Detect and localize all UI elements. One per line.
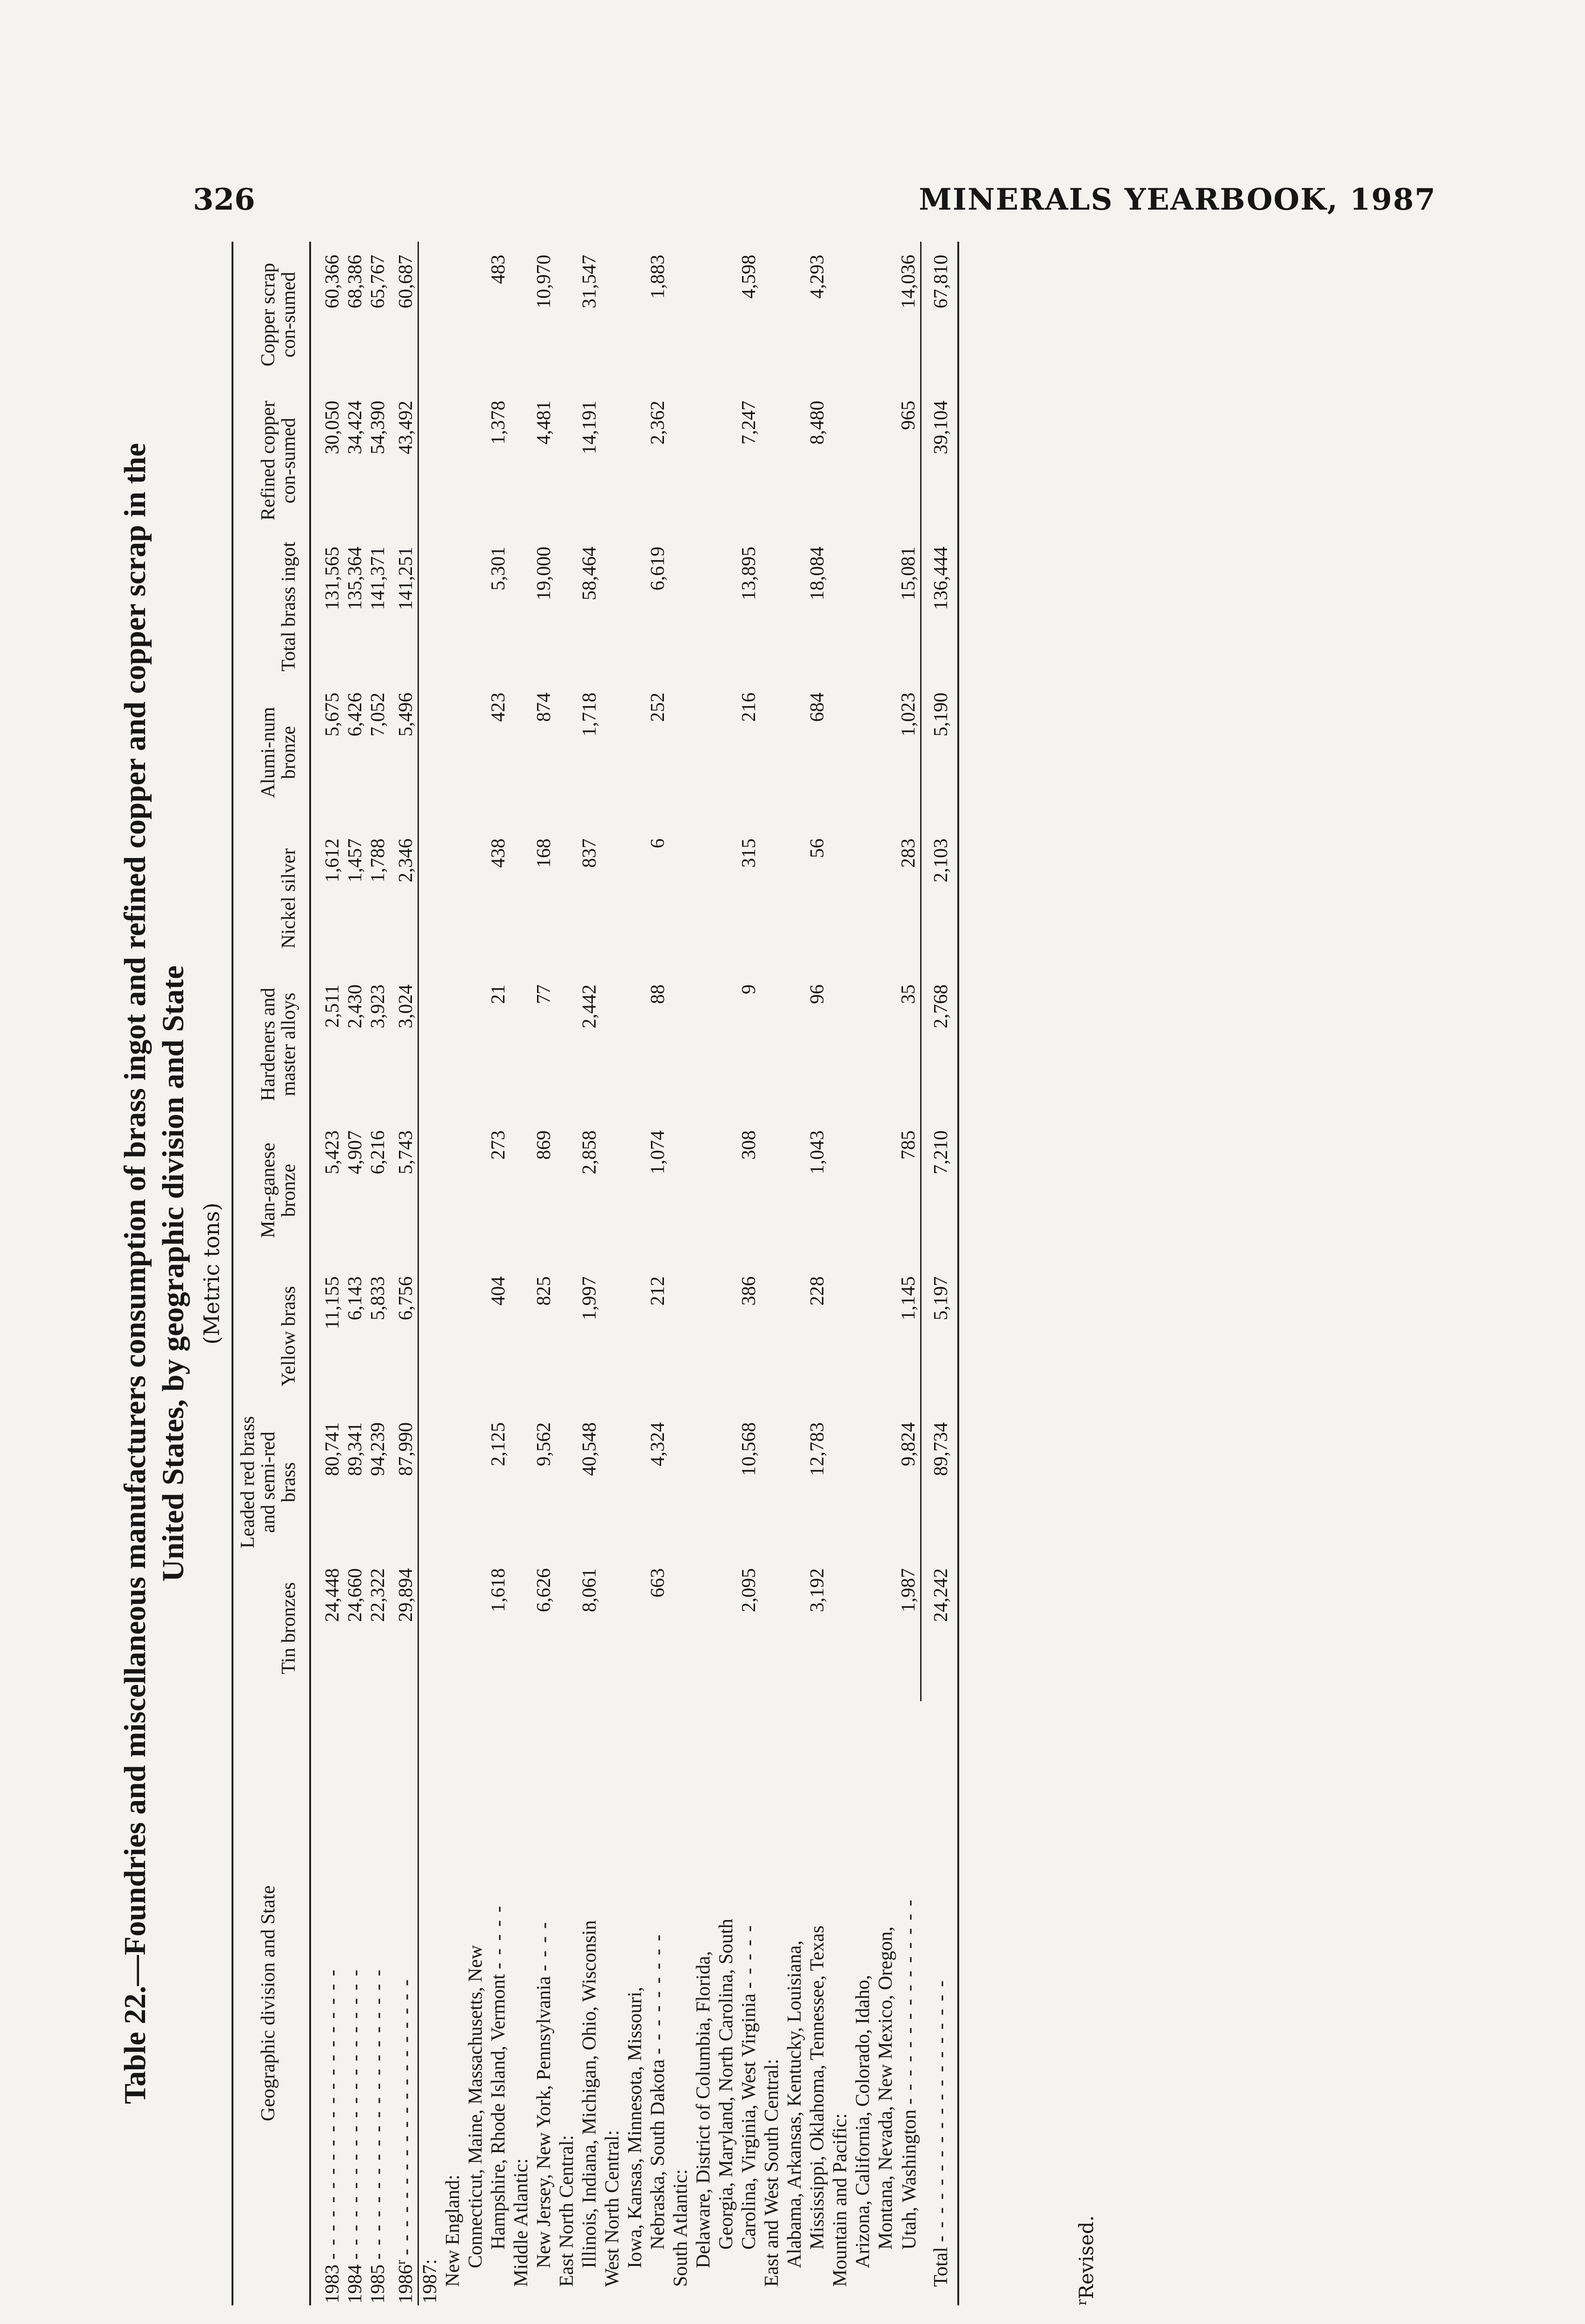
table-cell: 14,191: [579, 401, 600, 455]
table-row-continued: [692, 242, 715, 2305]
table-cell: 87,990: [395, 1422, 417, 1476]
division-heading-row: [556, 242, 578, 2305]
table-cell: 19,000: [533, 547, 555, 601]
table-cell: [715, 971, 738, 1117]
table-cell: 9: [738, 984, 760, 994]
table-cell: [464, 971, 487, 1117]
header-yellow-brass: Yellow brass: [235, 1263, 310, 1409]
table-row: [647, 242, 670, 2305]
table-cell: [715, 1409, 738, 1555]
table-cell: [875, 534, 897, 680]
table-cell: [852, 388, 875, 534]
header-row: [235, 242, 310, 2305]
table-cell: 15,081: [898, 547, 919, 601]
table-cell: [624, 1555, 647, 1701]
table-cell: 2,768: [921, 971, 953, 1117]
table-cell: 2,103: [921, 825, 953, 971]
division-name: South Atlantic:: [670, 2169, 691, 2287]
table-row-continued: [852, 242, 875, 2305]
footnote-mark: r: [1074, 2299, 1089, 2305]
division-name: New England:: [442, 2174, 464, 2287]
division-name: East and West South Central:: [761, 2059, 783, 2287]
header-hardeners-master-alloys: Hardeners and master alloys: [235, 971, 310, 1117]
table-cell: 60,687: [395, 255, 417, 309]
dot-leader: - - - - - - - - - - - - - - - - - - - - -: [322, 1968, 343, 2260]
table-cell: [715, 825, 738, 971]
table-cell: [852, 242, 875, 388]
state-list: Delaware, District of Columbia, Florida,: [693, 1951, 714, 2268]
table-cell: 68,386: [345, 255, 366, 309]
table-cell: 3,192: [807, 1568, 828, 1612]
table-row-continued: [875, 242, 897, 2305]
table-units: (Metric tons): [199, 1202, 224, 1345]
table-cell: 273: [488, 1130, 509, 1160]
table-cell: [464, 388, 487, 534]
table-cell: [783, 680, 806, 825]
table-cell: [783, 825, 806, 971]
table-cell: 5,423: [322, 1130, 343, 1175]
table-cell: 4,598: [738, 255, 760, 299]
table-cell: 168: [533, 838, 555, 868]
division-heading-row: [761, 242, 783, 2305]
data-table: [235, 242, 959, 2305]
table-cell: [692, 1263, 715, 1409]
division-name: West North Central:: [602, 2130, 623, 2287]
dot-leader: - - - - - - - - - - - - - - - - - - - - -: [345, 1968, 366, 2260]
footnote: [1074, 2215, 1098, 2305]
table-cell: 89,341: [345, 1422, 366, 1476]
table-cell: 252: [647, 693, 669, 722]
table-cell: 135,364: [345, 547, 366, 610]
table-cell: 684: [807, 693, 828, 722]
table-cell: [852, 1263, 875, 1409]
state-list: New Jersey, New York, Pennsylvania: [533, 1976, 555, 2268]
table-cell: 1,987: [898, 1568, 919, 1612]
table-cell: 2,430: [345, 984, 366, 1029]
table-cell: 423: [488, 693, 509, 722]
table-cell: 1,883: [647, 255, 669, 299]
table-cell: [783, 1263, 806, 1409]
table-row: [533, 242, 556, 2305]
table-cell: 1,612: [322, 838, 343, 883]
table-row: [897, 242, 921, 2305]
table-cell: [875, 680, 897, 825]
table-row: [578, 242, 601, 2305]
table-cell: 1,457: [345, 838, 366, 883]
table-cell: [464, 680, 487, 825]
table-cell: 5,301: [488, 547, 509, 591]
table-cell: 283: [898, 838, 919, 868]
table-cell: 4,481: [533, 401, 555, 445]
table-cell: 24,660: [345, 1568, 366, 1622]
table-cell: [783, 388, 806, 534]
table-cell: 315: [738, 838, 760, 868]
table-cell: 24,448: [322, 1568, 343, 1622]
table-cell: [852, 825, 875, 971]
table-cell: 308: [738, 1130, 760, 1160]
table-cell: [852, 971, 875, 1117]
table-title: [116, 242, 192, 2305]
table-cell: [624, 680, 647, 825]
table-cell: [715, 242, 738, 388]
table-bottom-rule: [953, 242, 958, 2305]
table-cell: 56: [807, 838, 828, 858]
table-cell: 60,366: [322, 255, 343, 309]
state-list: Nebraska, South Dakota: [647, 2059, 669, 2250]
table-cell: 825: [533, 1276, 555, 1306]
page-number: 326: [193, 182, 255, 217]
table-cell: [852, 1409, 875, 1555]
row-label: 1984: [345, 2265, 366, 2304]
table-cell: [624, 825, 647, 971]
table-cell: 2,095: [738, 1568, 760, 1612]
state-list: Georgia, Maryland, North Carolina, South: [716, 1919, 737, 2250]
table-cell: 1,618: [488, 1568, 509, 1612]
table-cell: 7,210: [921, 1117, 953, 1263]
table-cell: [692, 242, 715, 388]
table-cell: 386: [738, 1276, 760, 1306]
table-cell: 43,492: [395, 401, 417, 455]
table-cell: 24,242: [921, 1555, 953, 1701]
table-cell: [783, 971, 806, 1117]
table-cell: 1,788: [367, 838, 389, 883]
state-list: Alabama, Arkansas, Kentucky, Louisiana,: [784, 1940, 805, 2268]
dot-leader: - - - - - - - - - - - - - - -: [898, 1898, 920, 2105]
table-cell: 663: [647, 1568, 669, 1598]
table-cell: [783, 1409, 806, 1555]
table-cell: 30,050: [322, 401, 343, 455]
state-list: Illinois, Indiana, Michigan, Ohio, Wisconsin: [579, 1920, 600, 2268]
table-cell: 8,480: [807, 401, 828, 445]
table-cell: 7,052: [367, 693, 389, 737]
table-cell: 6,756: [395, 1276, 417, 1320]
division-name: Middle Atlantic:: [511, 2158, 532, 2287]
table-cell: [875, 1117, 897, 1263]
table-cell: 10,568: [738, 1422, 760, 1476]
dot-leader: - - - - - - - - - - - - - - - - - - - -: [395, 1978, 417, 2256]
table-row: [738, 242, 761, 2305]
state-list: Iowa, Kansas, Minnesota, Missouri,: [624, 1987, 646, 2268]
table-cell: 34,424: [345, 401, 366, 455]
table-cell: 141,251: [395, 547, 417, 610]
table-cell: [715, 1263, 738, 1409]
table-cell: [464, 534, 487, 680]
table-cell: [852, 1555, 875, 1701]
table-cell: 89,734: [921, 1409, 953, 1555]
header-manganese-bronze: Man-ganese bronze: [235, 1117, 310, 1263]
table-cell: [852, 680, 875, 825]
table-cell: 6: [647, 838, 669, 848]
table-cell: [624, 1117, 647, 1263]
year-1987-label: 1987:: [419, 2259, 441, 2304]
table-cell: [692, 1409, 715, 1555]
table-cell: 1,043: [807, 1130, 828, 1175]
table-cell: [624, 534, 647, 680]
table-cell: [692, 971, 715, 1117]
table-cell: 6,619: [647, 547, 669, 591]
state-list: Carolina, Virginia, West Virginia: [738, 1993, 760, 2250]
division-heading-row: [829, 242, 852, 2305]
table-cell: 1,378: [488, 401, 509, 445]
table-cell: 2,858: [579, 1130, 600, 1175]
table-top-rule: [232, 242, 233, 2305]
table-cell: [715, 534, 738, 680]
table-cell: 5,190: [921, 680, 953, 825]
table-cell: [852, 1117, 875, 1263]
table-cell: [715, 1117, 738, 1263]
header-aluminum-bronze: Alumi-num bronze: [235, 680, 310, 825]
table-title-line-2: United States, by geographic division and State: [156, 965, 190, 1582]
table-cell: 5,743: [395, 1130, 417, 1175]
header-copper-scrap-consumed: Copper scrap con-sumed: [235, 242, 310, 388]
table-cell: 212: [647, 1276, 669, 1306]
table-cell: [624, 388, 647, 534]
table-cell: 2,511: [322, 984, 343, 1028]
header-leaded-red-brass: Leaded red brass and semi-red brass: [235, 1409, 310, 1555]
dot-leader: - - - - - - - - - - - - - - - - - - - - -: [367, 1968, 389, 2260]
table-cell: 5,833: [367, 1276, 389, 1320]
table-row-1983: [321, 242, 344, 2305]
table-cell: 6,143: [345, 1276, 366, 1320]
table-cell: [624, 1263, 647, 1409]
table-cell: 2,346: [395, 838, 417, 883]
table-cell: 29,894: [395, 1568, 417, 1622]
footnote-text: Revised.: [1075, 2215, 1098, 2299]
table-cell: [875, 1555, 897, 1701]
header-refined-copper-consumed: Refined copper con-sumed: [235, 388, 310, 534]
table-row-1986: [390, 242, 418, 2305]
table-cell: [715, 1555, 738, 1701]
division-name: East North Central:: [556, 2135, 577, 2287]
table-cell: 80,741: [322, 1422, 343, 1476]
table-cell: 1,023: [898, 693, 919, 737]
table-cell: 39,104: [921, 388, 953, 534]
dot-leader: - - - - -: [738, 1924, 760, 1989]
table-cell: 228: [807, 1276, 828, 1306]
table-cell: 12,783: [807, 1422, 828, 1476]
table-cell: 837: [579, 838, 600, 868]
table-cell: 6,426: [345, 693, 366, 737]
division-heading-row: [510, 242, 533, 2305]
table-cell: [875, 1263, 897, 1409]
table-row-1984: [344, 242, 367, 2305]
table-cell: 77: [533, 984, 555, 1004]
table-cell: 438: [488, 838, 509, 868]
table-cell: 1,997: [579, 1276, 600, 1320]
table-cell: 965: [898, 401, 919, 430]
division-heading-row: [442, 242, 464, 2305]
table-cell: [692, 1555, 715, 1701]
table-cell: 35: [898, 984, 919, 1004]
dot-leader: - - - - - - - - -: [647, 1933, 669, 2055]
table-cell: 8,061: [579, 1568, 600, 1612]
table-cell: [715, 388, 738, 534]
table-cell: 141,371: [367, 547, 389, 610]
table-cell: [692, 1117, 715, 1263]
table-cell: 9,824: [898, 1422, 919, 1466]
table-cell: 2,362: [647, 401, 669, 445]
table-cell: [692, 388, 715, 534]
table-cell: 10,970: [533, 255, 555, 309]
table-cell: 2,125: [488, 1422, 509, 1466]
table-cell: 58,464: [579, 547, 600, 601]
table-cell: [464, 1555, 487, 1701]
table-cell: [624, 242, 647, 388]
table-title-line-1: Table 22.—Foundries and miscellaneous manufacturers consumption of brass ingot and refined copper and copper scrap in the: [118, 443, 152, 2104]
table-cell: 785: [898, 1130, 919, 1160]
table-cell: 18,084: [807, 547, 828, 601]
table-cell: [783, 1555, 806, 1701]
table-cell: 5,197: [921, 1263, 953, 1409]
table-cell: 3,923: [367, 984, 389, 1029]
table-cell: 869: [533, 1130, 555, 1160]
dot-leader: - - - - -: [488, 1904, 509, 1969]
table-row-1987-heading: [419, 242, 442, 2305]
total-label: Total: [930, 2247, 952, 2287]
table-cell: [624, 971, 647, 1117]
table-cell: 14,036: [898, 255, 919, 309]
table-row: [806, 242, 829, 2305]
table-cell: [783, 1117, 806, 1263]
table-cell: 1,145: [898, 1276, 919, 1320]
table-cell: 3,024: [395, 984, 417, 1029]
table-row-continued: [624, 242, 647, 2305]
rotated-table-block: [116, 242, 1121, 2305]
header-stub: Geographic division and State: [235, 1701, 310, 2305]
table-cell: [875, 242, 897, 388]
table-cell: [464, 825, 487, 971]
table-row-continued: [783, 242, 806, 2305]
dot-leader: - - - -: [533, 1921, 555, 1972]
table-cell: 21: [488, 984, 509, 1004]
table-cell: 67,810: [921, 242, 953, 388]
table-cell: 404: [488, 1276, 509, 1306]
table-cell: 54,390: [367, 401, 389, 455]
table-cell: [875, 1409, 897, 1555]
division-heading-row: [601, 242, 624, 2305]
table-row: [487, 242, 510, 2305]
table-cell: [464, 1263, 487, 1409]
table-cell: 65,767: [367, 255, 389, 309]
table-cell: [464, 242, 487, 388]
state-list: Utah, Washington: [898, 2109, 920, 2250]
state-list: Mississippi, Oklahoma, Tennessee, Texas: [807, 1925, 828, 2250]
state-list: Arizona, California, Colorado, Idaho,: [852, 1975, 874, 2268]
table-cell: 13,895: [738, 547, 760, 601]
table-row-continued: [464, 242, 487, 2305]
table-cell: 1,718: [579, 693, 600, 737]
table-cell: [464, 1409, 487, 1555]
table-cell: [692, 680, 715, 825]
table-cell: 4,907: [345, 1130, 366, 1175]
table-cell: 2,442: [579, 984, 600, 1029]
table-cell: 11,155: [322, 1276, 343, 1329]
table-row-1985: [367, 242, 390, 2305]
division-heading-row: [670, 242, 692, 2305]
table-cell: 6,216: [367, 1130, 389, 1175]
table-cell: 31,547: [579, 255, 600, 309]
table-cell: [852, 534, 875, 680]
running-head: MINERALS YEARBOOK, 1987: [919, 182, 1436, 217]
table-cell: [783, 534, 806, 680]
row-label: 1985: [367, 2265, 389, 2304]
revised-mark: r: [394, 2260, 408, 2265]
table-cell: 1,074: [647, 1130, 669, 1175]
table-cell: [464, 1117, 487, 1263]
table-row-continued: [715, 242, 738, 2305]
state-list: Connecticut, Maine, Massachusetts, New: [465, 1945, 486, 2268]
table-cell: 94,239: [367, 1422, 389, 1476]
table-cell: [692, 534, 715, 680]
division-name: Mountain and Pacific:: [829, 2113, 851, 2287]
state-list: Hampshire, Rhode Island, Vermont: [488, 1974, 509, 2250]
header-nickel-silver: Nickel silver: [235, 825, 310, 971]
table-cell: 40,548: [579, 1422, 600, 1476]
table-cell: 22,322: [367, 1568, 389, 1622]
table-cell: 9,562: [533, 1422, 555, 1466]
table-cell: 4,293: [807, 255, 828, 299]
table-cell: [692, 825, 715, 971]
table-cell: 96: [807, 984, 828, 1004]
table-cell: [624, 1409, 647, 1555]
table-cell: 131,565: [322, 547, 343, 610]
table-cell: 88: [647, 984, 669, 1004]
header-tin-bronzes: Tin bronzes: [235, 1555, 310, 1701]
table-cell: [715, 680, 738, 825]
table-row-total: [921, 242, 953, 2305]
table-cell: [875, 971, 897, 1117]
table-cell: [783, 242, 806, 388]
table-cell: 874: [533, 693, 555, 722]
table-cell: 4,324: [647, 1422, 669, 1466]
table-cell: 6,626: [533, 1568, 555, 1612]
dot-leader: - - - - - - - - - - - - - - - - - - -: [930, 1979, 952, 2242]
table-cell: 483: [488, 255, 509, 284]
table-cell: 136,444: [921, 534, 953, 680]
table-cell: 216: [738, 693, 760, 722]
table-cell: [875, 825, 897, 971]
table-cell: 7,247: [738, 401, 760, 445]
header-total-brass-ingot: Total brass ingot: [235, 534, 310, 680]
row-label: 1983: [322, 2265, 343, 2304]
state-list: Montana, Nevada, New Mexico, Oregon,: [875, 1926, 896, 2250]
row-label: 1986: [395, 2265, 417, 2304]
table-cell: 5,675: [322, 693, 343, 737]
table-cell: [875, 388, 897, 534]
table-cell: 5,496: [395, 693, 417, 737]
